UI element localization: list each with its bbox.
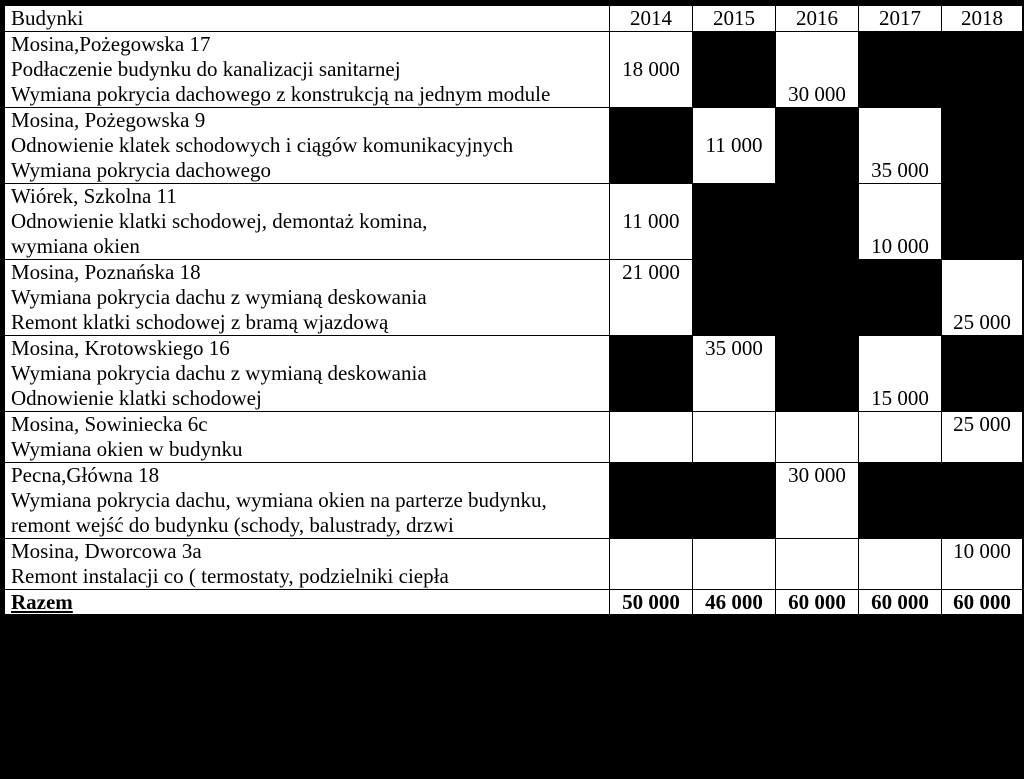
- cell-spacer: [610, 184, 692, 209]
- cell-spacer: [693, 361, 775, 386]
- total-2017: 60 000: [859, 590, 942, 615]
- year-cell-2018: [942, 260, 1023, 336]
- cell-spacer: [776, 32, 858, 57]
- building-description: [5, 463, 610, 539]
- building-address: Wiórek, Szkolna 11: [11, 184, 177, 208]
- blocked-year-cell: [610, 463, 693, 539]
- header-year-2016: 2016: [776, 6, 859, 32]
- cell-spacer: [610, 513, 692, 538]
- blocked-year-cell: [942, 463, 1023, 539]
- cell-spacer: [776, 361, 858, 386]
- cell-spacer: [942, 336, 1022, 361]
- cost-amount: 25 000: [953, 412, 1011, 436]
- blocked-year-cell: [693, 260, 776, 336]
- cell-spacer: [859, 108, 941, 133]
- year-cell-2014: [610, 184, 693, 260]
- cost-amount: 11 000: [705, 133, 763, 157]
- work-description: Wymiana okien w budynku: [11, 437, 243, 461]
- cell-spacer: [942, 82, 1022, 107]
- blocked-year-cell: [693, 463, 776, 539]
- year-cell-2014: [610, 412, 693, 463]
- cost-amount: 21 000: [622, 260, 680, 284]
- cell-spacer: [610, 158, 692, 183]
- blocked-year-cell: [693, 32, 776, 108]
- cost-amount: 15 000: [871, 386, 929, 410]
- cell-spacer: [610, 361, 692, 386]
- cell-spacer: [942, 260, 1022, 285]
- cell-spacer: [776, 57, 858, 82]
- cell-spacer: [693, 513, 775, 538]
- cell-spacer: [610, 386, 692, 411]
- work-description: Odnowienie klatki schodowej: [11, 386, 262, 410]
- cell-spacer: [776, 310, 858, 335]
- cell-spacer: [859, 260, 941, 285]
- cell-spacer: [942, 108, 1022, 133]
- cell-spacer: [776, 133, 858, 158]
- cell-spacer: [859, 361, 941, 386]
- cell-spacer: [942, 57, 1022, 82]
- cell-spacer: [693, 285, 775, 310]
- cell-spacer: [610, 82, 692, 107]
- work-description: Podłaczenie budynku do kanalizacji sanitarnej: [11, 57, 401, 81]
- cell-spacer: [859, 513, 941, 538]
- cell-spacer: [942, 32, 1022, 57]
- cell-spacer: [776, 285, 858, 310]
- cell-spacer: [610, 336, 692, 361]
- cell-spacer: [942, 488, 1022, 513]
- cell-spacer: [693, 260, 775, 285]
- blocked-year-cell: [942, 32, 1023, 108]
- cell-spacer: [859, 133, 941, 158]
- work-description: Odnowienie klatki schodowej, demontaż komina,: [11, 209, 428, 233]
- blocked-year-cell: [942, 336, 1023, 412]
- cell-spacer: [610, 539, 692, 564]
- header-year-2018: 2018: [942, 6, 1023, 32]
- investment-plan-table: [4, 5, 1023, 615]
- cell-spacer: [776, 564, 858, 589]
- building-address: Pecna,Główna 18: [11, 463, 160, 487]
- year-cell-2015: [693, 412, 776, 463]
- work-description: Wymiana pokrycia dachu z wymianą deskowania: [11, 361, 427, 385]
- cell-spacer: [693, 234, 775, 259]
- year-cell-2016: [776, 539, 859, 590]
- blocked-year-cell: [776, 184, 859, 260]
- cell-spacer: [610, 412, 692, 437]
- cell-spacer: [942, 564, 1022, 589]
- cell-spacer: [610, 463, 692, 488]
- cell-spacer: [942, 437, 1022, 462]
- cell-spacer: [776, 513, 858, 538]
- total-row: [5, 590, 1023, 615]
- cell-spacer: [859, 184, 941, 209]
- blocked-year-cell: [693, 184, 776, 260]
- cell-spacer: [693, 463, 775, 488]
- cell-spacer: [859, 310, 941, 335]
- cell-spacer: [610, 108, 692, 133]
- header-buildings: Budynki: [5, 6, 610, 32]
- building-address: Mosina, Poznańska 18: [11, 260, 201, 284]
- cell-spacer: [859, 463, 941, 488]
- cell-spacer: [859, 488, 941, 513]
- year-cell-2017: [859, 184, 942, 260]
- cell-spacer: [776, 336, 858, 361]
- cell-spacer: [693, 82, 775, 107]
- cell-spacer: [776, 386, 858, 411]
- blocked-year-cell: [610, 108, 693, 184]
- blocked-year-cell: [610, 336, 693, 412]
- building-address: Mosina,Pożegowska 17: [11, 32, 211, 56]
- cell-spacer: [693, 310, 775, 335]
- building-description: [5, 412, 610, 463]
- year-cell-2014: [610, 32, 693, 108]
- cell-spacer: [859, 285, 941, 310]
- blocked-year-cell: [776, 336, 859, 412]
- cell-spacer: [776, 209, 858, 234]
- cell-spacer: [693, 158, 775, 183]
- total-2016: 60 000: [776, 590, 859, 615]
- year-cell-2016: [776, 412, 859, 463]
- cell-spacer: [859, 209, 941, 234]
- cell-spacer: [693, 386, 775, 411]
- year-cell-2017: [859, 336, 942, 412]
- year-cell-2016: [776, 32, 859, 108]
- cell-spacer: [859, 336, 941, 361]
- year-cell-2015: [693, 539, 776, 590]
- cell-spacer: [776, 158, 858, 183]
- header-year-2015: 2015: [693, 6, 776, 32]
- cell-spacer: [859, 437, 941, 462]
- work-description: Odnowienie klatek schodowych i ciągów komunikacyjnych: [11, 133, 514, 157]
- cell-spacer: [942, 209, 1022, 234]
- building-row: [5, 463, 1023, 539]
- cell-spacer: [942, 513, 1022, 538]
- cell-spacer: [776, 260, 858, 285]
- cell-spacer: [776, 539, 858, 564]
- cell-spacer: [776, 437, 858, 462]
- cell-spacer: [776, 234, 858, 259]
- work-description: Wymiana pokrycia dachu z wymianą deskowania: [11, 285, 427, 309]
- building-description: [5, 32, 610, 108]
- blocked-year-cell: [859, 463, 942, 539]
- cell-spacer: [693, 184, 775, 209]
- cell-spacer: [693, 539, 775, 564]
- work-description: Wymiana pokrycia dachowego z konstrukcją na jednym module: [11, 82, 551, 106]
- building-row: [5, 260, 1023, 336]
- blocked-year-cell: [942, 184, 1023, 260]
- cell-spacer: [942, 386, 1022, 411]
- year-cell-2017: [859, 539, 942, 590]
- building-description: [5, 184, 610, 260]
- year-cell-2018: [942, 539, 1023, 590]
- header-year-2014: 2014: [610, 6, 693, 32]
- cell-spacer: [942, 184, 1022, 209]
- work-description: Wymiana pokrycia dachowego: [11, 158, 271, 182]
- building-description: [5, 539, 610, 590]
- building-row: [5, 108, 1023, 184]
- total-label: Razem: [11, 590, 73, 614]
- blocked-year-cell: [859, 260, 942, 336]
- cell-spacer: [776, 184, 858, 209]
- cell-spacer: [693, 209, 775, 234]
- cell-spacer: [693, 412, 775, 437]
- cell-spacer: [859, 412, 941, 437]
- cell-spacer: [776, 412, 858, 437]
- blocked-year-cell: [776, 108, 859, 184]
- cost-amount: 35 000: [871, 158, 929, 182]
- cost-amount: 25 000: [953, 310, 1011, 334]
- year-cell-2017: [859, 108, 942, 184]
- cell-spacer: [610, 310, 692, 335]
- cell-spacer: [776, 108, 858, 133]
- building-address: Mosina, Pożegowska 9: [11, 108, 206, 132]
- cell-spacer: [610, 488, 692, 513]
- cell-spacer: [693, 108, 775, 133]
- year-cell-2014: [610, 260, 693, 336]
- header-year-2017: 2017: [859, 6, 942, 32]
- blocked-year-cell: [942, 108, 1023, 184]
- cell-spacer: [942, 361, 1022, 386]
- cell-spacer: [859, 564, 941, 589]
- work-description: Remont instalacji co ( termostaty, podzielniki ciepła: [11, 564, 449, 588]
- building-description: [5, 260, 610, 336]
- total-2018: 60 000: [942, 590, 1023, 615]
- building-row: [5, 184, 1023, 260]
- cost-amount: 30 000: [788, 82, 846, 106]
- blocked-year-cell: [859, 32, 942, 108]
- cell-spacer: [610, 234, 692, 259]
- cell-spacer: [610, 32, 692, 57]
- cell-spacer: [693, 488, 775, 513]
- total-label-cell: [5, 590, 610, 615]
- cell-spacer: [610, 133, 692, 158]
- year-cell-2014: [610, 539, 693, 590]
- year-cell-2018: [942, 412, 1023, 463]
- cell-spacer: [610, 285, 692, 310]
- year-cell-2015: [693, 336, 776, 412]
- cell-spacer: [942, 234, 1022, 259]
- year-cell-2017: [859, 412, 942, 463]
- building-description: [5, 336, 610, 412]
- cell-spacer: [776, 488, 858, 513]
- work-description: wymiana okien: [11, 234, 140, 258]
- cost-amount: 10 000: [953, 539, 1011, 563]
- cell-spacer: [942, 285, 1022, 310]
- cell-spacer: [942, 133, 1022, 158]
- cell-spacer: [610, 437, 692, 462]
- cell-spacer: [942, 158, 1022, 183]
- cell-spacer: [693, 437, 775, 462]
- building-row: [5, 539, 1023, 590]
- cell-spacer: [693, 32, 775, 57]
- total-2015: 46 000: [693, 590, 776, 615]
- year-cell-2016: [776, 463, 859, 539]
- building-row: [5, 32, 1023, 108]
- cell-spacer: [859, 82, 941, 107]
- cost-amount: 35 000: [705, 336, 763, 360]
- cell-spacer: [942, 463, 1022, 488]
- building-row: [5, 336, 1023, 412]
- building-address: Mosina, Dworcowa 3a: [11, 539, 202, 563]
- cell-spacer: [693, 564, 775, 589]
- building-address: Mosina, Sowiniecka 6c: [11, 412, 208, 436]
- blocked-year-cell: [776, 260, 859, 336]
- building-row: [5, 412, 1023, 463]
- cell-spacer: [859, 57, 941, 82]
- year-cell-2015: [693, 108, 776, 184]
- cell-spacer: [859, 539, 941, 564]
- work-description: remont wejść do budynku (schody, balustrady, drzwi: [11, 513, 454, 537]
- cost-amount: 11 000: [622, 209, 680, 233]
- cell-spacer: [610, 564, 692, 589]
- cost-amount: 30 000: [788, 463, 846, 487]
- work-description: Remont klatki schodowej z bramą wjazdową: [11, 310, 389, 334]
- work-description: Wymiana pokrycia dachu, wymiana okien na parterze budynku,: [11, 488, 547, 512]
- cost-amount: 10 000: [871, 234, 929, 258]
- header-row: [5, 6, 1023, 32]
- cell-spacer: [859, 32, 941, 57]
- building-description: [5, 108, 610, 184]
- total-2014: 50 000: [610, 590, 693, 615]
- cost-amount: 18 000: [622, 57, 680, 81]
- cell-spacer: [693, 57, 775, 82]
- building-address: Mosina, Krotowskiego 16: [11, 336, 230, 360]
